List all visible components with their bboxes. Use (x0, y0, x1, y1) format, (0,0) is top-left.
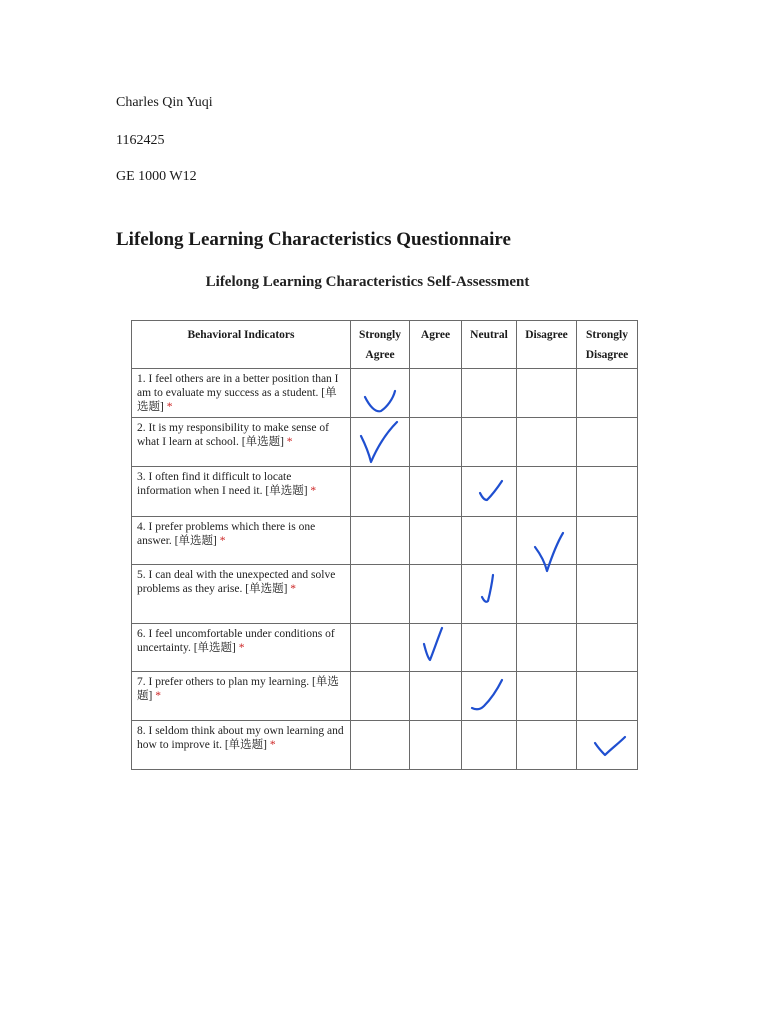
answer-cell-neutral[interactable] (462, 517, 517, 565)
answer-cell-strongly-agree[interactable] (351, 418, 410, 467)
answer-cell-strongly-agree[interactable] (351, 672, 410, 721)
answer-cell-neutral[interactable] (462, 565, 517, 624)
question-row (132, 418, 638, 467)
assessment-title: Lifelong Learning Characteristics Self-Assessment (205, 274, 530, 290)
header-behavioral-indicators (132, 321, 351, 369)
answer-cell-agree[interactable] (410, 467, 462, 517)
required-star: * (166, 401, 173, 413)
handwritten-check-icon (462, 467, 516, 516)
header-label: Disagree (525, 329, 568, 341)
question-text: 5. I can deal with the unexpected and solve problems as they arise. [单选题] * (132, 565, 351, 624)
question-row (132, 517, 638, 565)
check-stroke (472, 680, 502, 709)
check-stroke (482, 575, 493, 602)
assessment-table (131, 320, 638, 770)
header-label: Disagree (585, 349, 629, 361)
answer-cell-disagree[interactable] (517, 369, 577, 418)
answer-cell-agree[interactable] (410, 369, 462, 418)
header-label: Behavioral Indicators (187, 329, 295, 341)
required-star: * (269, 739, 276, 751)
header-neutral (462, 321, 517, 369)
question-text: 7. I prefer others to plan my learning. [单选题] * (132, 672, 351, 721)
handwritten-check-icon (351, 369, 409, 417)
answer-cell-neutral[interactable] (462, 672, 517, 721)
question-row (132, 369, 638, 418)
answer-cell-agree[interactable] (410, 672, 462, 721)
student-name: Charles Qin Yuqi (116, 95, 213, 110)
answer-cell-strongly-agree[interactable] (351, 565, 410, 624)
question-text: 6. I feel uncomfortable under conditions of uncertainty. [单选题] * (132, 624, 351, 672)
answer-cell-agree[interactable] (410, 517, 462, 565)
answer-cell-strongly-disagree[interactable] (577, 672, 638, 721)
question-text: 4. I prefer problems which there is one answer. [单选题] * (132, 517, 351, 565)
answer-cell-agree[interactable] (410, 565, 462, 624)
answer-cell-strongly-agree[interactable] (351, 467, 410, 517)
header-strongly-disagree (577, 321, 638, 369)
answer-cell-disagree[interactable] (517, 672, 577, 721)
answer-cell-neutral[interactable] (462, 369, 517, 418)
handwritten-check-icon (577, 721, 637, 769)
header-strongly-agree (351, 321, 410, 369)
required-star: * (219, 535, 226, 547)
table-header-row (132, 321, 638, 369)
required-star: * (238, 642, 245, 654)
answer-cell-strongly-agree[interactable] (351, 624, 410, 672)
answer-cell-strongly-agree[interactable] (351, 517, 410, 565)
answer-cell-neutral[interactable] (462, 624, 517, 672)
handwritten-check-icon (462, 565, 516, 623)
header-agree (410, 321, 462, 369)
answer-cell-agree[interactable] (410, 624, 462, 672)
required-star: * (310, 485, 317, 497)
answer-cell-strongly-disagree[interactable] (577, 467, 638, 517)
question-row (132, 565, 638, 624)
answer-cell-disagree[interactable] (517, 565, 577, 624)
answer-cell-neutral[interactable] (462, 721, 517, 770)
header-label: Strongly (586, 329, 628, 341)
answer-cell-agree[interactable] (410, 418, 462, 467)
answer-cell-disagree[interactable] (517, 418, 577, 467)
answer-cell-strongly-agree[interactable] (351, 721, 410, 770)
answer-cell-strongly-disagree[interactable] (577, 624, 638, 672)
handwritten-check-icon (410, 624, 461, 671)
question-text: 2. It is my responsibility to make sense of what I learn at school. [单选题] * (132, 418, 351, 467)
answer-cell-strongly-disagree[interactable] (577, 565, 638, 624)
check-stroke (595, 737, 625, 755)
required-star: * (290, 583, 297, 595)
handwritten-check-icon (462, 672, 516, 720)
question-text: 1. I feel others are in a better position than I am to evaluate my success as a student. [单选题] * (132, 369, 351, 418)
answer-cell-strongly-disagree[interactable] (577, 517, 638, 565)
check-stroke (424, 628, 442, 660)
answer-cell-strongly-agree[interactable] (351, 369, 410, 418)
required-star: * (286, 436, 293, 448)
question-text: 8. I seldom think about my own learning and how to improve it. [单选题] * (132, 721, 351, 770)
header-label: Strongly (359, 329, 401, 341)
question-row (132, 721, 638, 770)
question-row (132, 467, 638, 517)
header-label: Agree (420, 329, 451, 341)
answer-cell-strongly-disagree[interactable] (577, 369, 638, 418)
check-stroke (361, 422, 397, 462)
answer-cell-disagree[interactable] (517, 467, 577, 517)
check-stroke (480, 481, 502, 500)
answer-cell-strongly-disagree[interactable] (577, 418, 638, 467)
header-label: Agree (365, 349, 395, 361)
answer-cell-strongly-disagree[interactable] (577, 721, 638, 770)
answer-cell-agree[interactable] (410, 721, 462, 770)
course-code: GE 1000 W12 (116, 169, 197, 184)
question-row (132, 672, 638, 721)
question-row (132, 624, 638, 672)
check-stroke (365, 391, 395, 411)
document-title: Lifelong Learning Characteristics Questionnaire (116, 229, 511, 250)
answer-cell-neutral[interactable] (462, 467, 517, 517)
answer-cell-disagree[interactable] (517, 517, 577, 565)
answer-cell-neutral[interactable] (462, 418, 517, 467)
student-id: 1162425 (116, 133, 165, 148)
header-label: Neutral (470, 329, 508, 341)
question-text: 3. I often find it difficult to locate information when I need it. [单选题] * (132, 467, 351, 517)
header-disagree (517, 321, 577, 369)
answer-cell-disagree[interactable] (517, 624, 577, 672)
answer-cell-disagree[interactable] (517, 721, 577, 770)
required-star: * (155, 690, 161, 702)
handwritten-check-icon (351, 418, 409, 466)
handwritten-check-icon (517, 517, 576, 564)
